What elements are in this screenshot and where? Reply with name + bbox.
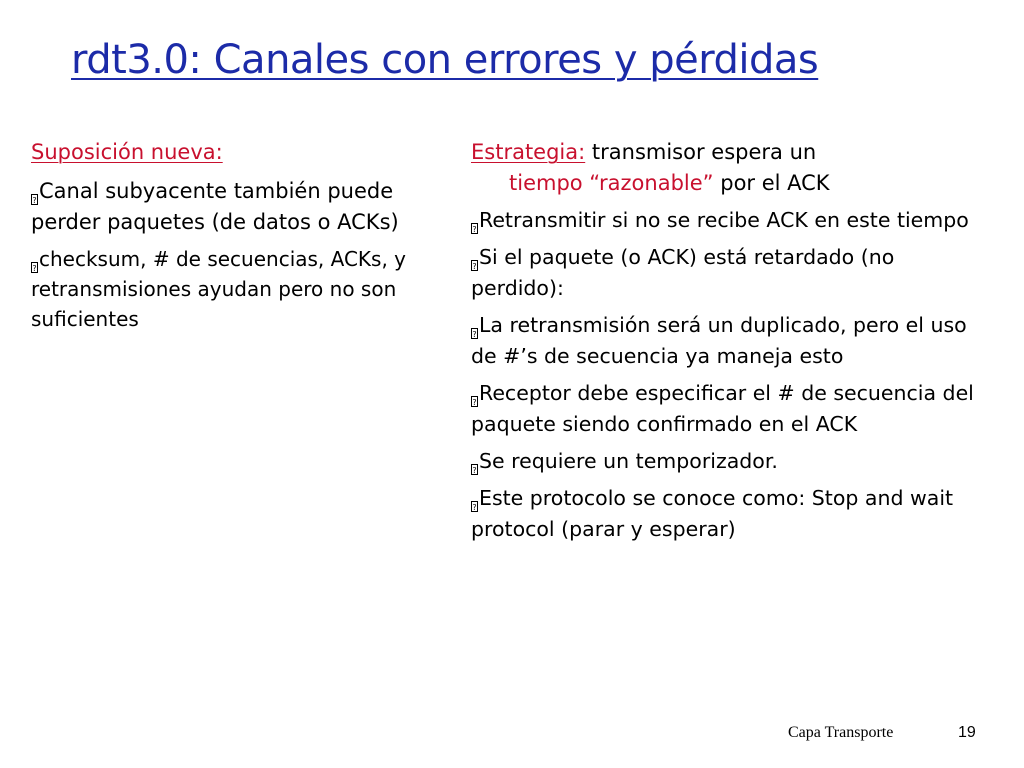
list-item-text: Este protocolo se conoce como: Stop and wait protocol (parar y esperar)	[471, 486, 954, 541]
list-item	[471, 483, 981, 545]
strategy-heading-tail: por el ACK	[720, 171, 830, 195]
list-item-text: checksum, # de secuencias, ACKs, y retransmisiones ayudan pero no son suficientes	[31, 247, 407, 331]
bullet-icon: ?	[472, 398, 477, 407]
list-item-text: Si el paquete (o ACK) está retardado (no perdido):	[471, 245, 895, 300]
list-item-text: Se requiere un temporizador.	[479, 449, 778, 473]
bullet-icon: ?	[472, 466, 477, 475]
bullet-icon: ?	[32, 264, 37, 273]
strategy-heading	[471, 137, 981, 168]
list-item	[471, 378, 981, 440]
strategy-list	[471, 205, 981, 545]
bullet-icon: ?	[472, 262, 477, 271]
slide-title: rdt3.0: Canales con errores y pérdidas	[71, 37, 819, 83]
strategy-column	[471, 137, 981, 545]
bullet-icon: ?	[472, 503, 477, 512]
bullet-icon: ?	[32, 196, 37, 205]
list-item-text: La retransmisión será un duplicado, pero el uso de #’s de secuencia ya maneja esto	[471, 313, 967, 368]
assumption-column	[31, 137, 451, 334]
strategy-heading-line2	[471, 168, 981, 199]
footer-section-label: Capa Transporte	[788, 724, 894, 741]
page-number: 19	[958, 724, 976, 741]
list-item	[31, 244, 451, 334]
strategy-heading-text: transmisor espera un	[591, 140, 817, 164]
list-item	[31, 176, 451, 238]
strategy-timeout-phrase: tiempo “razonable”	[509, 171, 714, 195]
list-item-text: Receptor debe especificar el # de secuencia del paquete siendo confirmado en el ACK	[471, 381, 974, 436]
bullet-icon: ?	[472, 225, 477, 234]
list-item	[471, 446, 981, 477]
strategy-label: Estrategia:	[471, 140, 586, 164]
list-item-text: Canal subyacente también puede perder paquetes (de datos o ACKs)	[31, 179, 399, 234]
bullet-icon: ?	[472, 330, 477, 339]
list-item	[471, 310, 981, 372]
list-item-text: Retransmitir si no se recibe ACK en este tiempo	[479, 208, 969, 232]
list-item	[471, 242, 981, 304]
assumption-heading: Suposición nueva:	[31, 140, 223, 164]
assumption-list	[31, 176, 451, 334]
list-item	[471, 205, 981, 236]
